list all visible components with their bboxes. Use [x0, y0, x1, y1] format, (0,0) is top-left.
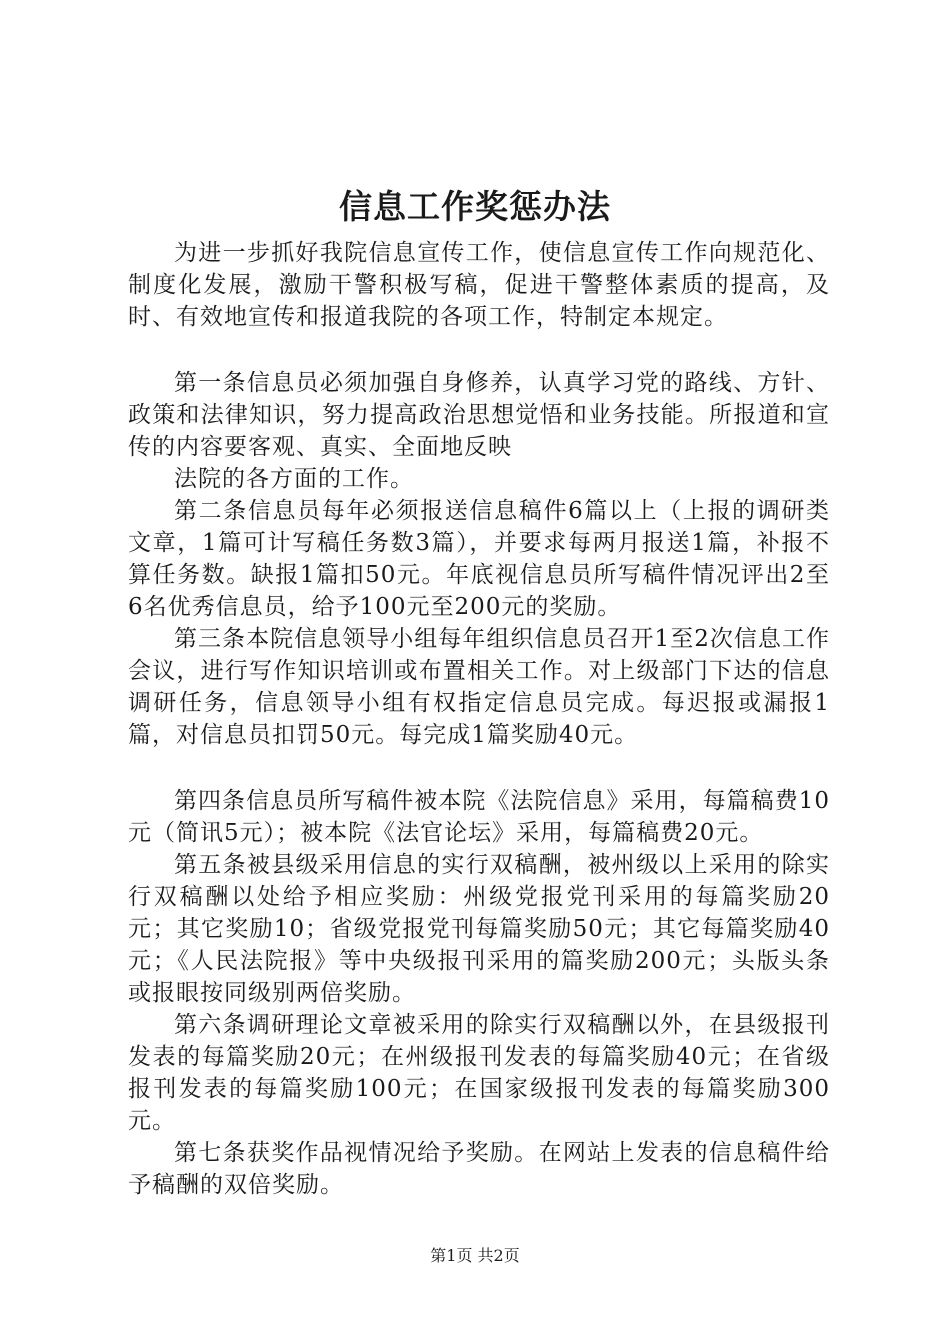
article-4-paragraph: 第四条信息员所写稿件被本院《法院信息》采用，每篇稿费10元（简讯5元）；被本院《法官论坛》采用，每篇稿费20元。 — [128, 788, 830, 846]
article-6-paragraph: 第六条调研理论文章被采用的除实行双稿酬以外，在县级报刊发表的每篇奖励20元；在州级报刊发表的每篇奖励40元；在省级报刊发表的每篇奖励100元；在国家级报刊发表的每篇奖励300元。 — [128, 1012, 830, 1134]
paragraph-spacer — [128, 333, 830, 367]
article-1-continuation: 法院的各方面的工作。 — [174, 466, 414, 492]
article-7-paragraph: 第七条获奖作品视情况给予奖励。在网站上发表的信息稿件给予稿酬的双倍奖励。 — [128, 1140, 830, 1198]
page-number: 第1页 共2页 — [430, 1246, 520, 1265]
article-5-paragraph: 第五条被县级采用信息的实行双稿酬，被州级以上采用的除实行双稿酬以处给予相应奖励：州级党报党刊采用的每篇奖励20元；其它奖励10；省级党报党刊每篇奖励50元；其它每篇奖励40元；《人民法院报》等中央级报刊采用的篇奖励200元；头版头条或报眼按同级别两倍奖励。 — [128, 852, 830, 1006]
article-2-paragraph: 第二条信息员每年必须报送信息稿件6篇以上（上报的调研类文章，1篇可计写稿任务数3篇），并要求每两月报送1篇，补报不算任务数。缺报1篇扣50元。年底视信息员所写稿件情况评出2至6名优秀信息员，给予100元至200元的奖励。 — [128, 498, 830, 620]
article-1-paragraph: 第一条信息员必须加强自身修养，认真学习党的路线、方针、政策和法律知识，努力提高政治思想觉悟和业务技能。所报道和宣传的内容要客观、真实、全面地反映 — [128, 370, 830, 460]
paragraph-spacer — [128, 751, 830, 785]
intro-paragraph: 为进一步抓好我院信息宣传工作，使信息宣传工作向规范化、制度化发展，激励干警积极写稿，促进干警整体素质的提高，及时、有效地宣传和报道我院的各项工作，特制定本规定。 — [128, 240, 830, 330]
article-3-paragraph: 第三条本院信息领导小组每年组织信息员召开1至2次信息工作会议，进行写作知识培训或布置相关工作。对上级部门下达的信息调研任务，信息领导小组有权指定信息员完成。每迟报或漏报1篇，对信息员扣罚50元。每完成1篇奖励40元。 — [128, 626, 830, 748]
page-title: 信息工作奖惩办法 — [339, 187, 611, 226]
document-body — [128, 237, 830, 1201]
